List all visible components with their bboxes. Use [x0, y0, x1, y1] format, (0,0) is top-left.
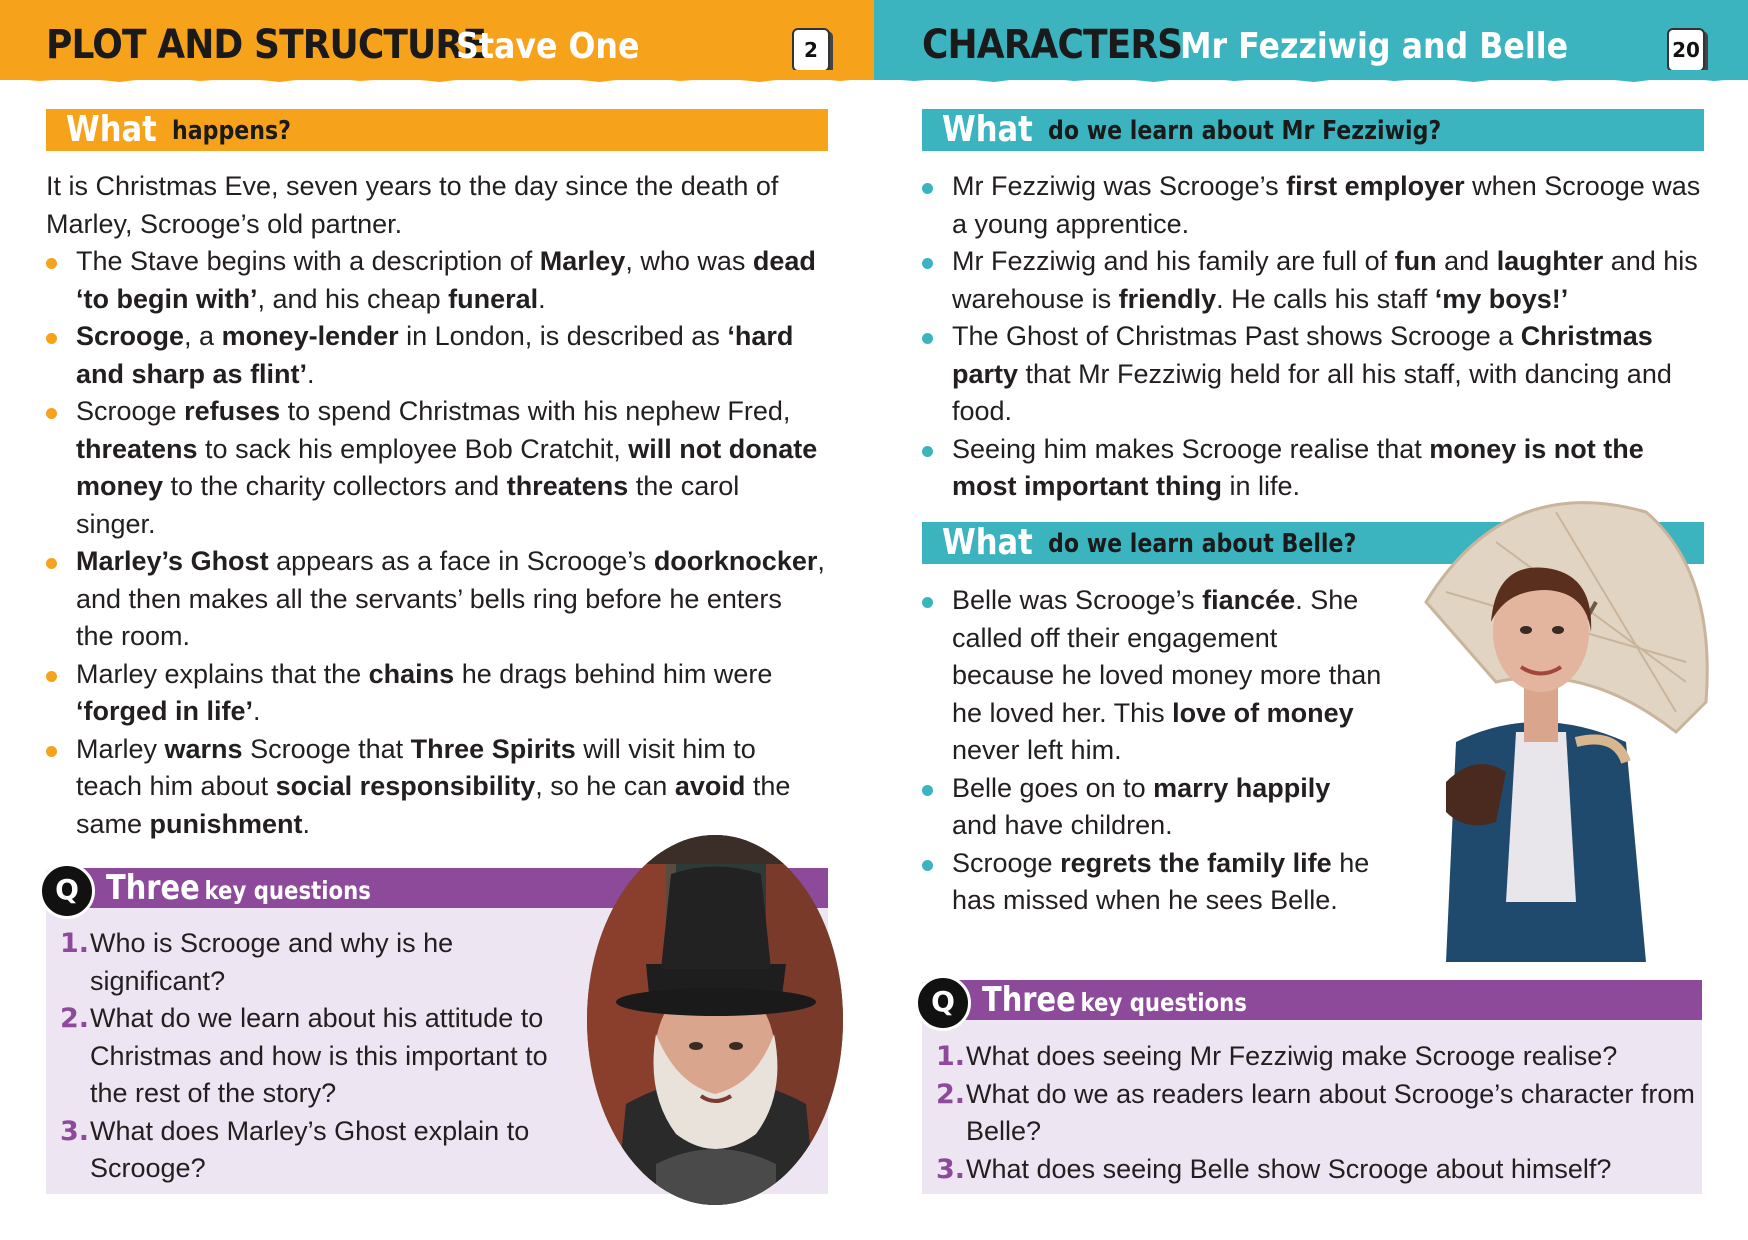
right-header-banner	[874, 0, 1748, 80]
plot-bullet-item: The Stave begins with a description of Marley, who was dead ‘to begin with’, and his cheap funeral.	[46, 243, 826, 318]
what-label: What	[942, 522, 1033, 563]
right-questions-list-wrap	[936, 1038, 1696, 1188]
left-page-number: 2	[792, 28, 830, 72]
belle-bullet-list	[922, 582, 1382, 920]
plot-bullet-item: Marley warns Scrooge that Three Spirits will visit him to teach him about social responsibility, so he can avoid the same punishment.	[46, 731, 826, 844]
fezziwig-bullet-item: Mr Fezziwig and his family are full of fun and laughter and his warehouse is friendly. He calls his staff ‘my boys!’	[922, 243, 1712, 318]
belle-bullet-item: Belle goes on to marry happily and have children.	[922, 770, 1382, 845]
left-questions-list-wrap	[60, 925, 570, 1188]
belle-bullet-item: Scrooge regrets the family life he has missed when he sees Belle.	[922, 845, 1382, 920]
questions-title-small: key questions	[204, 876, 371, 905]
question-number: 3.	[60, 1115, 90, 1147]
belle-photo	[1386, 482, 1716, 962]
question-text: What does seeing Mr Fezziwig make Scrooge realise?	[966, 1041, 1618, 1071]
question-number: 3.	[936, 1153, 966, 1185]
right-topic-title: Mr Fezziwig and Belle	[1180, 26, 1569, 67]
plot-bullet-item: Marley’s Ghost appears as a face in Scrooge’s doorknocker, and then makes all the servants’ bells ring before he enters the room.	[46, 543, 826, 656]
question-badge-icon: Q	[39, 863, 95, 919]
belle-bullet-item: Belle was Scrooge’s fiancée. She called off their engagement because he loved money more than he loved her. This love of money never left him.	[922, 582, 1382, 770]
what-label: What	[942, 109, 1033, 150]
fezziwig-body	[922, 168, 1712, 506]
right-page	[874, 0, 1748, 1240]
right-section-kicker: CHARACTERS	[922, 22, 1183, 68]
plot-bullet-list	[46, 243, 826, 843]
fezziwig-bullet-item: The Ghost of Christmas Past shows Scrooge a Christmas party that Mr Fezziwig held for all his staff, with dancing and food.	[922, 318, 1712, 431]
questions-title-big: Three	[106, 868, 200, 908]
question-number: 1.	[60, 928, 90, 959]
question-item	[60, 1113, 570, 1188]
left-header-banner	[0, 0, 874, 80]
left-section-kicker: PLOT AND STRUCTURE	[46, 22, 486, 68]
plot-bullet-item: Scrooge, a money-lender in London, is described as ‘hard and sharp as flint’.	[46, 318, 826, 393]
left-topic-title: Stave One	[456, 26, 640, 67]
left-body	[46, 168, 826, 843]
what-label: What	[66, 109, 157, 150]
fezziwig-bullet-list	[922, 168, 1712, 506]
right-questions-title	[982, 980, 1247, 1020]
question-item	[60, 925, 570, 1000]
questions-title-small: key questions	[1080, 988, 1247, 1017]
left-questions-title	[106, 868, 371, 908]
fezziwig-section-bar	[922, 109, 1704, 151]
question-text: What does seeing Belle show Scrooge about himself?	[966, 1153, 1612, 1184]
scrooge-photo	[586, 834, 844, 1206]
question-number: 2.	[60, 1003, 90, 1034]
question-text: What does Marley’s Ghost explain to Scrooge?	[90, 1115, 530, 1183]
right-page-number: 20	[1667, 28, 1705, 72]
question-text: Who is Scrooge and why is he significant?	[90, 928, 454, 996]
belle-heading: do we learn about Belle?	[1048, 529, 1357, 559]
plot-bullet-item: Scrooge refuses to spend Christmas with his nephew Fred, threatens to sack his employee Bob Cratchit, will not donate money to the charity collectors and threatens the carol singer.	[46, 393, 826, 543]
question-item	[936, 1038, 1696, 1076]
fezziwig-bullet-item: Mr Fezziwig was Scrooge’s first employer when Scrooge was a young apprentice.	[922, 168, 1712, 243]
question-text: What do we as readers learn about Scrooge’s character from Belle?	[966, 1078, 1695, 1146]
torn-edge-graphic	[874, 70, 1748, 90]
fezziwig-heading: do we learn about Mr Fezziwig?	[1048, 116, 1442, 146]
question-badge-icon: Q	[915, 975, 971, 1031]
right-questions-list	[936, 1038, 1696, 1188]
section-heading: happens?	[172, 116, 291, 146]
what-happens-bar	[46, 109, 828, 151]
left-questions-list	[60, 925, 570, 1188]
plot-bullet-item: Marley explains that the chains he drags behind him were ‘forged in life’.	[46, 656, 826, 731]
question-number: 1.	[936, 1041, 966, 1072]
question-item	[936, 1076, 1696, 1151]
belle-body	[922, 582, 1382, 920]
intro-paragraph: It is Christmas Eve, seven years to the day since the death of Marley, Scrooge’s old partner.	[46, 171, 779, 239]
question-item	[60, 1000, 570, 1113]
question-item	[936, 1151, 1696, 1189]
questions-title-big: Three	[982, 980, 1076, 1020]
torn-edge-graphic	[0, 70, 874, 90]
fezziwig-bullet-item: Seeing him makes Scrooge realise that money is not the most important thing in life.	[922, 431, 1712, 506]
question-text: What do we learn about his attitude to Christmas and how is this important to the rest of the story?	[90, 1003, 548, 1108]
question-number: 2.	[936, 1078, 966, 1110]
